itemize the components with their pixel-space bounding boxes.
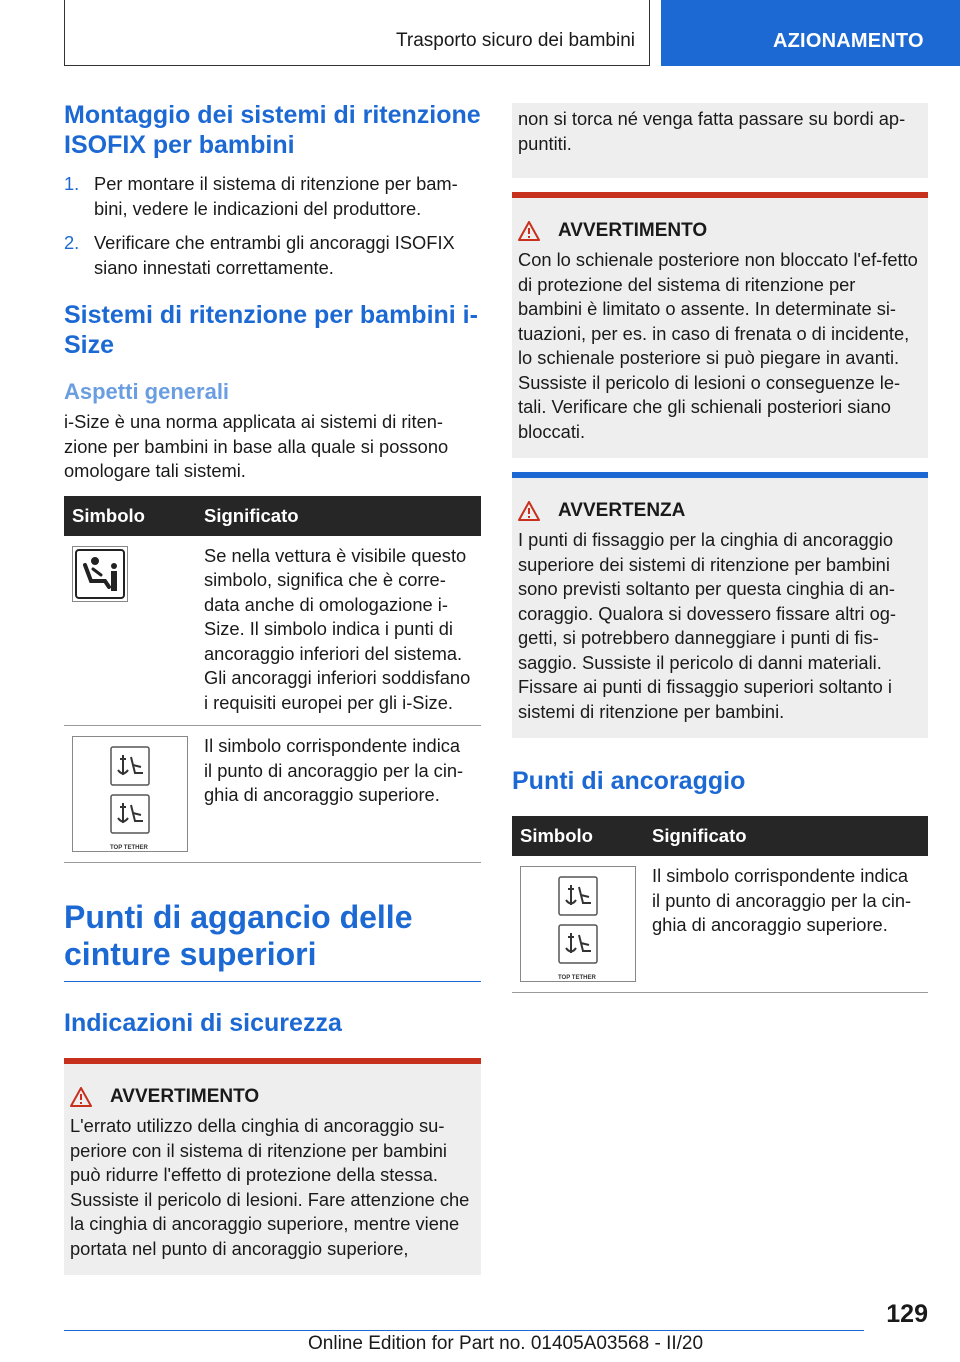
header-section-box (64, 0, 650, 66)
heading-isofix: Montaggio dei sistemi di ritenzione ISOFIX per bambini (64, 101, 481, 159)
step-text: Per montare il sistema di ritenzione per bam-bini, vedere le indicazioni del produttore. (94, 173, 458, 219)
step-number: 1. (64, 173, 80, 194)
header-chapter-title: AZIONAMENTO (773, 30, 924, 52)
warning-title: AVVERTIMENTO (558, 220, 708, 241)
heading-safety: Indicazioni di sicurezza (64, 1009, 342, 1037)
col-header-meaning: Significato (644, 816, 928, 856)
notice-box (512, 472, 928, 738)
header-section-title: Trasporto sicuro dei bambini (395, 30, 635, 51)
notice-text: I punti di fissaggio per la cinghia di ancoraggio superiore dei sistemi di ritenzione per bambini sono previsti soltanto per questa cinghia di an-coraggio. Qualora si dovessero fissare altri og-getti, si potrebbero danneggiare i punti di fis-saggio. Sussiste il pericolo di danni materiali. Fissare ai punti di fissaggio superiori soltanto i sistemi di ritenzione per bambini. (518, 529, 896, 722)
top-tether-label: TOP TETHER (110, 845, 148, 851)
step-text: Verificare che entrambi gli ancoraggi ISOFIX siano innestati correttamente. (94, 232, 455, 278)
notice-title: AVVERTENZA (558, 500, 686, 521)
step-number: 2. (64, 232, 80, 253)
warning-icon (70, 1087, 92, 1107)
warning-box (512, 192, 928, 458)
symbol-table-anchor (512, 816, 928, 993)
heading-general: Aspetti generali (64, 379, 230, 404)
warning-icon (518, 221, 540, 241)
top-tether-icon (520, 866, 636, 982)
footer-edition: Online Edition for Part no. 01405A03568 - II/20 (308, 1333, 704, 1354)
warning-icon (518, 501, 540, 521)
table-row (64, 536, 481, 726)
symbol-table-isize (64, 496, 481, 864)
heading-belt-points: Punti di aggancio delle cinture superiori (64, 899, 413, 972)
meaning-text: Il simbolo corrispondente indica il punto di ancoraggio per la cin-ghia di ancoraggio superiore. (644, 856, 928, 993)
warning-box (64, 1058, 481, 1275)
top-tether-label: TOP TETHER (558, 975, 596, 981)
table-row (512, 856, 928, 993)
header-chapter-tab (661, 0, 960, 66)
meaning-text: Se nella vettura è visibile questo simbolo, significa che è corre-data anche di omologazione i-Size. Il simbolo indica i punti di ancoraggio inferiori del sistema. Gli ancoraggi inferiori soddisfano i requisiti europei per gli i-Size. (196, 536, 481, 726)
warning-text: Con lo schienale posteriore non bloccato l'ef-fetto di protezione del sistema di ritenzione per bambini è limitato o assente. In determinate si-tuazioni, per es. in caso di frenata o di incidente, lo schienale posteriore si può piegare in avanti. Sussiste il pericolo di lesioni o conseguenze le-tali. Verificare che gli schienali posteriori siano bloccati. (518, 249, 918, 442)
page-number: 129 (886, 1300, 928, 1328)
steps-list (64, 172, 481, 280)
footer-divider (64, 1330, 864, 1331)
list-item (64, 172, 481, 221)
heading-isize: Sistemi di ritenzione per bambini i-Size (64, 301, 478, 359)
list-item (64, 231, 481, 280)
table-row (64, 726, 481, 863)
right-column (512, 103, 928, 993)
warning-title: AVVERTIMENTO (110, 1086, 260, 1107)
paragraph-general: i-Size è una norma applicata ai sistemi di riten-zione per bambini in base alla quale si possono omologare tali sistemi. (64, 411, 449, 481)
heading-anchor-points: Punti di ancoraggio (512, 767, 746, 795)
left-column (64, 100, 481, 1275)
section-divider (64, 899, 481, 982)
top-tether-icon (72, 736, 188, 852)
warning-text: L'errato utilizzo della cinghia di ancoraggio su-periore con il sistema di ritenzione per bambini può ridurre l'effetto di protezione della stessa. Sussiste il pericolo di lesioni. Fare attenzione che la cinghia di ancoraggio superiore, mentre viene portata nel punto di ancoraggio superiore, (70, 1115, 470, 1259)
continued-warning-box (512, 103, 928, 178)
continued-text: non si torca né venga fatta passare su bordi ap-puntiti. (518, 108, 906, 154)
col-header-meaning: Significato (196, 496, 481, 536)
isize-seat-icon (72, 546, 128, 602)
col-header-symbol: Simbolo (64, 496, 196, 536)
meaning-text: Il simbolo corrispondente indica il punto di ancoraggio per la cin-ghia di ancoraggio superiore. (196, 726, 481, 863)
col-header-symbol: Simbolo (512, 816, 644, 856)
